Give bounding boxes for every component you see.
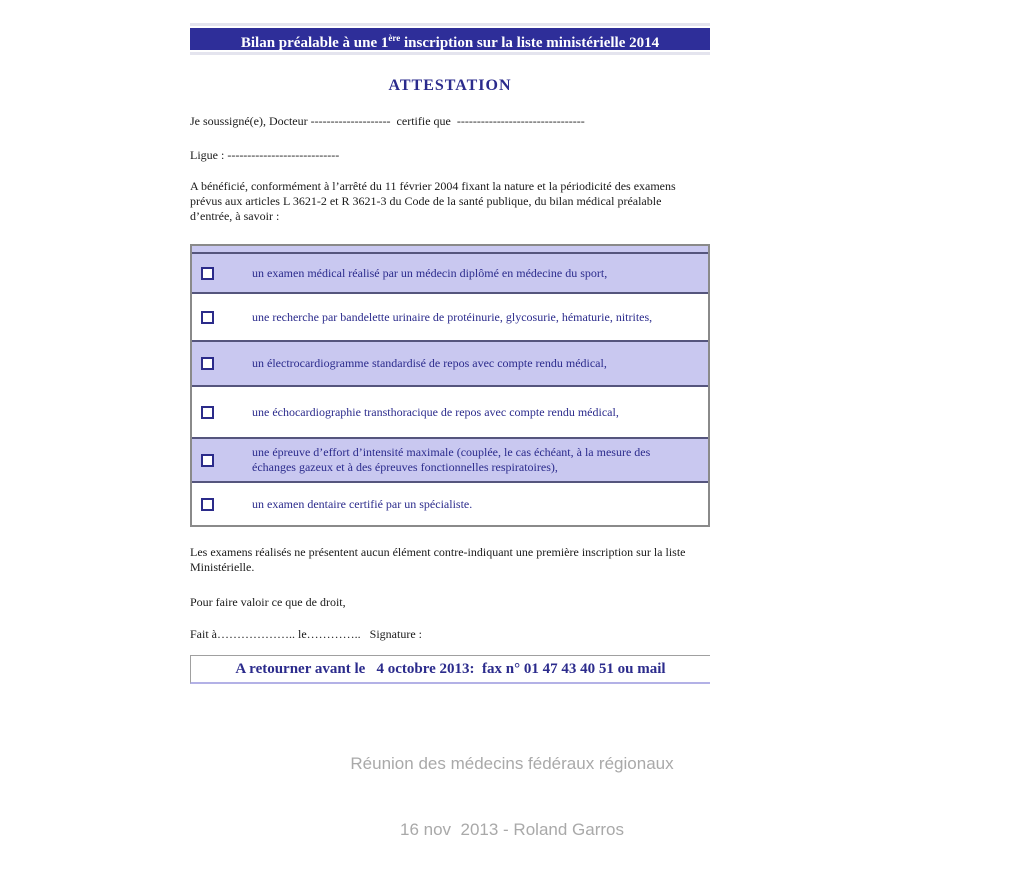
title-banner xyxy=(190,28,710,50)
footer-line-2: 16 nov 2013 - Roland Garros xyxy=(400,820,624,839)
checklist-item-label: un électrocardiogramme standardisé de repos avec compte rendu médical, xyxy=(252,356,607,370)
checkbox-icon[interactable] xyxy=(201,311,214,324)
footer-line-1: Réunion des médecins fédéraux régionaux xyxy=(350,754,674,773)
return-deadline-text: A retourner avant le 4 octobre 2013: fax n° 01 47 43 40 51 ou mail xyxy=(235,661,666,677)
date-signature-line: Fait à……………….. le………….. Signature : xyxy=(190,627,422,641)
checklist-row xyxy=(192,385,708,437)
checklist-row xyxy=(192,252,708,292)
checklist-row xyxy=(192,481,708,525)
no-contraindication-paragraph: Les examens réalisés ne présentent aucun élément contre-indiquant une première inscription sur la liste Ministérielle. xyxy=(190,545,689,574)
checklist-item-label: un examen médical réalisé par un médecin diplômé en médecine du sport, xyxy=(252,265,608,280)
title-banner-superscript: ère xyxy=(388,33,401,43)
checkbox-icon[interactable] xyxy=(201,357,214,370)
legal-paragraph: A bénéficié, conformément à l’arrêté du 11 février 2004 fixant la nature et la périodicité des examens prévus aux articles L 3621-2 et R 3621-3 du Code de la santé publique, du bilan médical préalable d’entrée, à savoir : xyxy=(190,179,679,223)
checklist-item-label: un examen dentaire certifié par un spécialiste. xyxy=(252,496,473,511)
checklist-item-label: une épreuve d’effort d’intensité maximale (couplée, le cas échéant, à la mesure des échanges gazeux et à des épreuves fonctionnelles respiratoires), xyxy=(252,445,651,474)
ligue-line: Ligue : ---------------------------- xyxy=(190,148,340,162)
return-deadline-banner xyxy=(190,655,710,684)
attestation-heading: ATTESTATION xyxy=(388,77,512,94)
title-banner-text-end: inscription sur la liste ministérielle 2014 xyxy=(400,35,660,51)
checklist-item-label: une recherche par bandelette urinaire de protéinurie, glycosurie, hématurie, nitrites, xyxy=(252,309,653,324)
doctor-certifies-line: Je soussigné(e), Docteur -------------------- certifie que -------------------------------- xyxy=(190,114,585,128)
checkbox-icon[interactable] xyxy=(201,498,214,511)
title-banner-frame xyxy=(190,23,710,55)
pour-faire-valoir-line: Pour faire valoir ce que de droit, xyxy=(190,595,346,609)
checklist-item-label: une échocardiographie transthoracique de repos avec compte rendu médical, xyxy=(252,404,619,419)
checklist-row xyxy=(192,292,708,340)
checklist-row xyxy=(192,340,708,385)
checkbox-icon[interactable] xyxy=(201,267,214,280)
exam-checklist-table xyxy=(190,244,710,527)
slide-footer xyxy=(0,709,1024,885)
form-content xyxy=(190,0,710,684)
checklist-row xyxy=(192,437,708,481)
checkbox-icon[interactable] xyxy=(201,454,214,467)
title-banner-text: Bilan préalable à une 1 xyxy=(240,35,389,51)
checkbox-icon[interactable] xyxy=(201,406,214,419)
